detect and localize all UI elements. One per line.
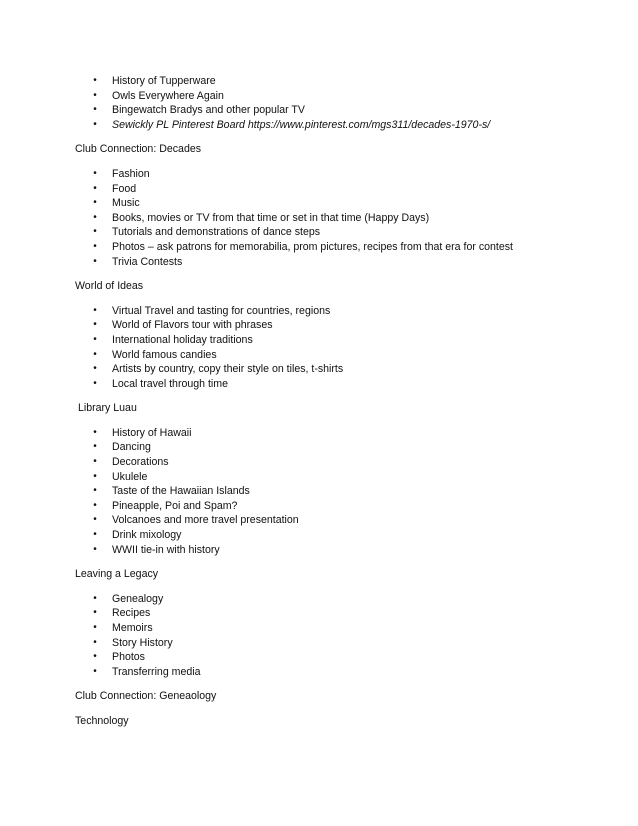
list-item-text: Memoirs <box>112 622 153 634</box>
list-item <box>75 528 595 543</box>
list-item <box>75 650 595 665</box>
list-item <box>75 484 595 499</box>
list-item-text: Photos <box>112 651 145 664</box>
bullet-icon: • <box>93 89 97 101</box>
list-item <box>75 255 595 270</box>
section <box>75 142 595 269</box>
section-bullet-list <box>75 167 595 269</box>
list-item-text: Tutorials and demonstrations of dance steps <box>112 226 321 239</box>
list-item-text: Fashion <box>112 167 150 180</box>
list-item-text: Pineapple, Poi and Spam? <box>112 499 238 512</box>
bullet-icon: • <box>93 470 97 482</box>
list-item <box>75 167 595 182</box>
bullet-icon: • <box>93 543 97 555</box>
list-item <box>75 103 595 118</box>
list-item-text: Volcanoes and more travel presentation <box>112 514 299 527</box>
list-item <box>75 592 595 607</box>
list-item-text: Genealogy <box>112 592 164 605</box>
document-content <box>75 74 595 739</box>
list-item <box>75 196 595 211</box>
section-heading: Club Connection: Geneaology <box>75 690 217 703</box>
bullet-icon: • <box>93 622 97 633</box>
list-item <box>75 621 595 636</box>
list-item-text: Books, movies or TV from that time or set in that time (Happy Days) <box>112 211 430 224</box>
list-item <box>75 225 595 240</box>
list-item <box>75 118 595 133</box>
sections-container <box>75 142 595 679</box>
list-item-text: WWII tie-in with history <box>112 543 220 556</box>
bullet-icon: • <box>93 363 97 375</box>
list-item <box>75 211 595 226</box>
list-item-text: World famous candies <box>112 348 217 361</box>
list-item <box>75 543 595 558</box>
list-item <box>75 89 595 104</box>
list-item-text: History of Hawaii <box>112 426 192 439</box>
list-item <box>75 455 595 470</box>
bullet-icon: • <box>93 651 97 663</box>
list-item-text: Story History <box>112 636 173 649</box>
list-item-text: Transferring media <box>112 665 201 678</box>
list-item <box>75 499 595 514</box>
bullet-icon: • <box>93 319 97 331</box>
bullet-icon: • <box>93 607 97 619</box>
list-item <box>75 362 595 377</box>
list-item-text: Decorations <box>112 456 169 469</box>
list-item-text: Virtual Travel and tasting for countries, regions <box>112 304 331 317</box>
list-item-text: Sewickly PL Pinterest Board https://www.pinterest.com/mgs311/decades-1970-s/ <box>112 118 491 131</box>
bullet-icon: • <box>93 426 97 438</box>
bullet-icon: • <box>93 333 97 345</box>
section-bullet-list <box>75 592 595 680</box>
list-item-text: History of Tupperware <box>112 75 216 87</box>
list-item-text: Music <box>112 197 140 210</box>
section-bullet-list <box>75 426 595 557</box>
list-item <box>75 606 595 621</box>
bullet-icon: • <box>93 304 97 316</box>
bullet-icon: • <box>93 348 97 360</box>
list-item-text: Photos – ask patrons for memorabilia, prom pictures, recipes from that era for contest <box>112 240 513 253</box>
bullet-icon: • <box>93 665 97 677</box>
bullet-icon: • <box>93 182 97 194</box>
list-item <box>75 74 595 89</box>
bullet-icon: • <box>93 211 97 223</box>
bullet-icon: • <box>93 592 97 604</box>
section <box>75 279 595 391</box>
bullet-icon: • <box>93 529 97 541</box>
list-item-text: Dancing <box>112 441 151 454</box>
list-item <box>75 665 595 680</box>
bullet-icon: • <box>93 636 97 648</box>
section-heading: Technology <box>75 714 129 727</box>
list-item <box>75 182 595 197</box>
trailing-lines <box>75 689 595 728</box>
list-item <box>75 470 595 485</box>
section-heading: Library Luau <box>75 402 137 415</box>
list-item-text: Ukulele <box>112 470 148 483</box>
list-item-text: International holiday traditions <box>112 333 253 346</box>
list-item-text: Local travel through time <box>112 377 229 390</box>
list-item <box>75 513 595 528</box>
section-heading: Leaving a Legacy <box>75 568 159 581</box>
list-item-text: Food <box>112 182 137 195</box>
section <box>75 567 595 679</box>
list-item-text: Artists by country, copy their style on tiles, t-shirts <box>112 363 344 376</box>
bullet-icon: • <box>93 167 97 179</box>
section-heading: World of Ideas <box>75 280 144 293</box>
list-item <box>75 348 595 363</box>
bullet-icon: • <box>93 104 97 116</box>
list-item-text: Trivia Contests <box>112 255 183 268</box>
list-item-text: Drink mixology <box>112 529 182 542</box>
bullet-icon: • <box>93 255 97 267</box>
list-item-text: Bingewatch Bradys and other popular TV <box>112 104 305 117</box>
list-item-text: World of Flavors tour with phrases <box>112 319 273 332</box>
bullet-icon: • <box>93 226 97 238</box>
bullet-icon: • <box>93 499 97 511</box>
list-item <box>75 377 595 392</box>
list-item-text: Owls Everywhere Again <box>112 89 224 102</box>
section-bullet-list <box>75 304 595 392</box>
list-item <box>75 636 595 651</box>
list-item-text: Taste of the Hawaiian Islands <box>112 485 250 498</box>
bullet-icon: • <box>93 377 97 389</box>
list-item <box>75 240 595 255</box>
bullet-icon: • <box>93 197 97 209</box>
bullet-icon: • <box>93 75 97 86</box>
bullet-icon: • <box>93 441 97 453</box>
bullet-icon: • <box>93 514 97 526</box>
bullet-icon: • <box>93 485 97 497</box>
list-item <box>75 333 595 348</box>
section-heading: Club Connection: Decades <box>75 143 202 156</box>
bullet-icon: • <box>93 240 97 252</box>
bullet-icon: • <box>93 456 97 468</box>
list-item <box>75 318 595 333</box>
intro-bullet-list <box>75 74 595 132</box>
section <box>75 401 595 557</box>
list-item <box>75 440 595 455</box>
list-item-text: Recipes <box>112 607 151 620</box>
bullet-icon: • <box>93 118 97 130</box>
list-item <box>75 304 595 319</box>
list-item <box>75 426 595 441</box>
